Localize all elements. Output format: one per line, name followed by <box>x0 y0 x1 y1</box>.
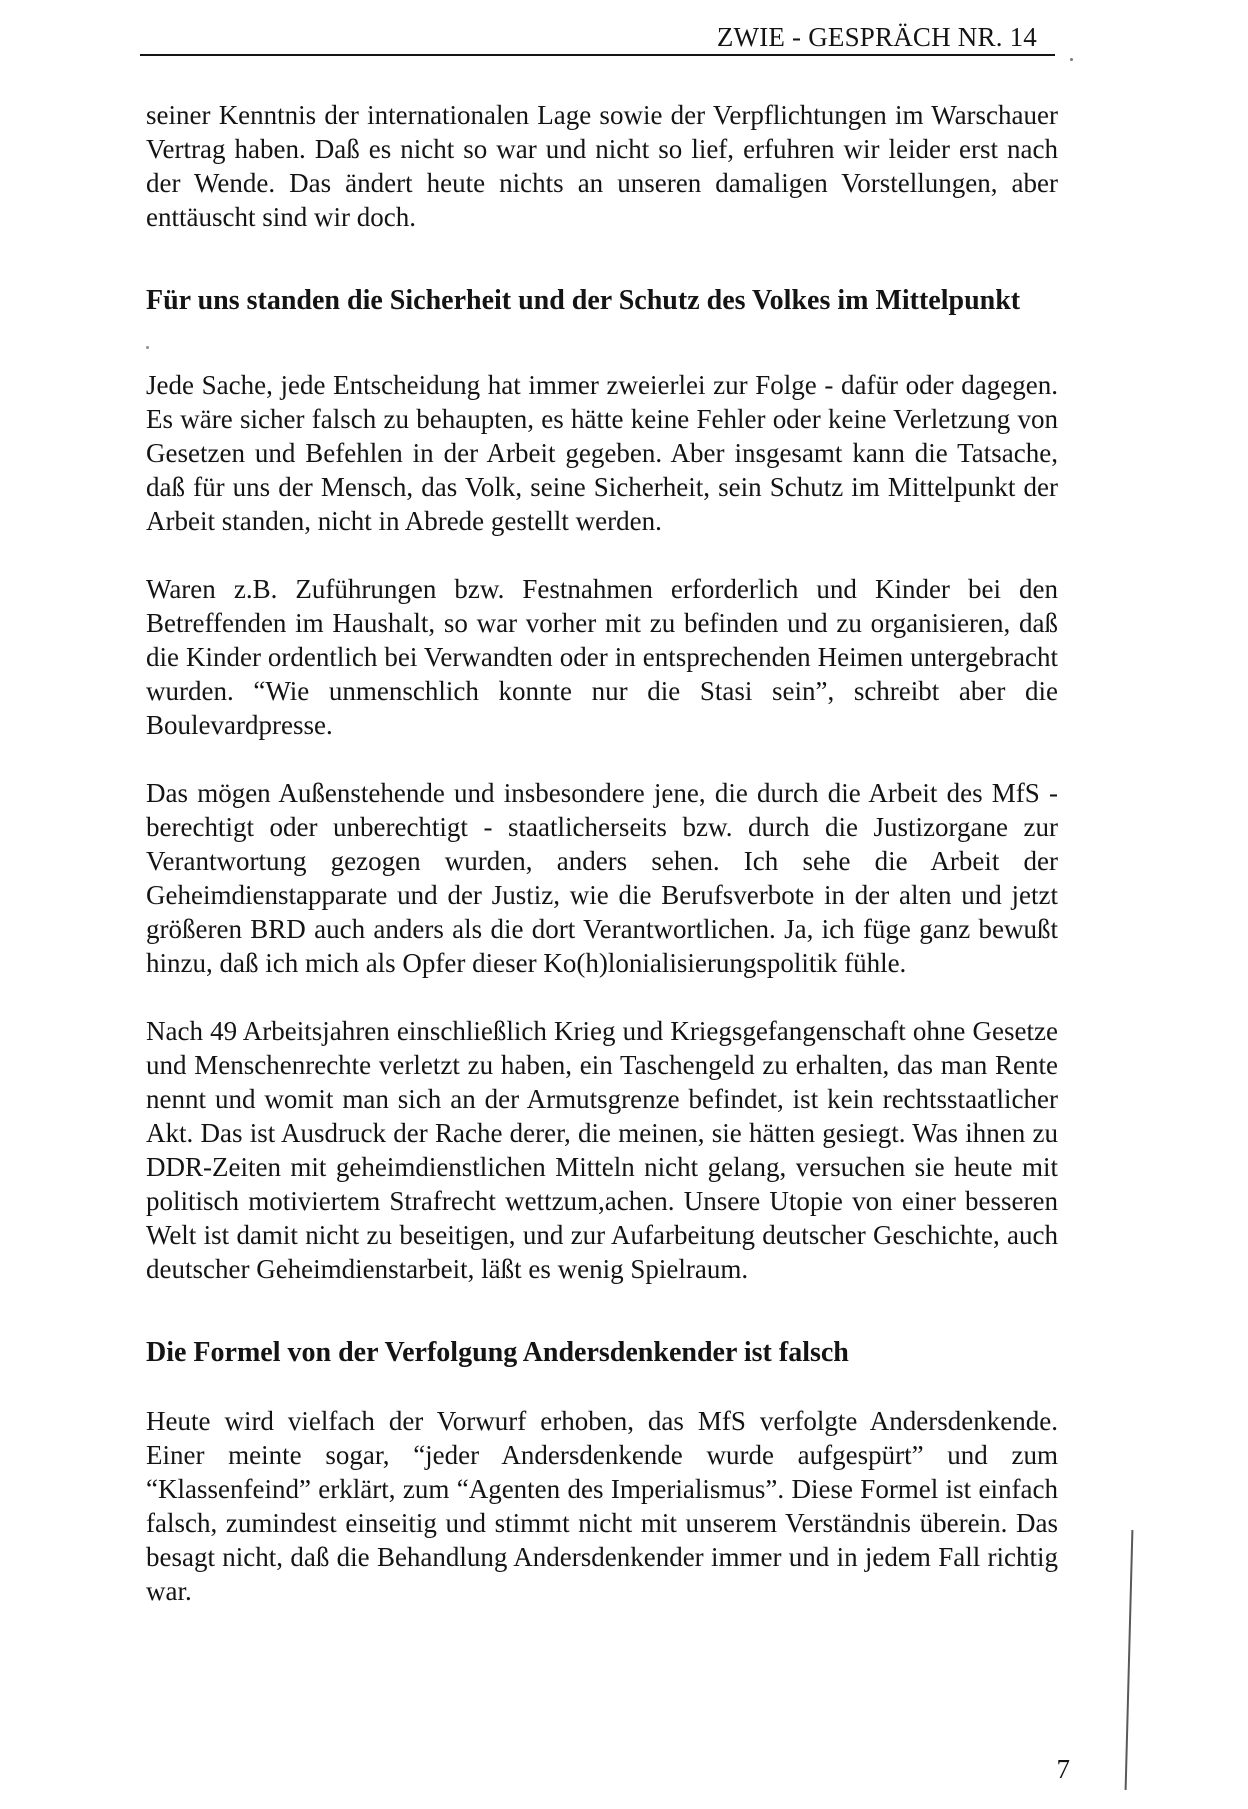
paragraph-5: Nach 49 Arbeitsjahren einschließlich Krieg und Kriegsgefangenschaft ohne Gesetze und Menschenrechte verletzt zu haben, ein Taschengeld zu erhalten, das man Rente nennt und womit man sich an der Armutsgrenze befindet, ist kein rechtsstaatlicher Akt. Das ist Ausdruck der Rache derer, die meinen, sie hätten gesiegt. Was ihnen zu DDR-Zeiten mit geheimdienstlichen Mitteln nicht gelang, versuchen sie heute mit politisch motiviertem Strafrecht wettzum,achen. Unsere Utopie von einer besseren Welt ist damit nicht zu beseitigen, und zur Aufarbeitung deutscher Geschichte, auch deutscher Geheimdienstarbeit, läßt es wenig Spielraum. <box>146 1016 1058 1284</box>
page-number: 7 <box>1056 1754 1070 1784</box>
header-rule <box>140 54 1055 56</box>
paragraph-3: Waren z.B. Zuführungen bzw. Festnahmen erforderlich und Kinder bei den Betreffenden im Haushalt, so war vorher mit zu befinden und zu organisieren, daß die Kinder ordentlich bei Verwandten oder in entsprechenden Heimen untergebracht wurden. “Wie unmenschlich konnte nur die Stasi sein”, schreibt aber die Boulevardpresse. <box>146 574 1058 740</box>
page-body <box>146 98 1058 1608</box>
running-header <box>140 18 1055 56</box>
margin-scan-mark <box>1125 1530 1134 1790</box>
section-heading-1: Für uns standen die Sicherheit und der Schutz des Volkes im Mittelpunkt <box>146 285 1021 316</box>
header-scan-dot <box>1070 58 1073 61</box>
paragraph-4: Das mögen Außenstehende und insbesondere jene, die durch die Arbeit des MfS - berechtigt oder unberechtigt - staatlicherseits bzw. durch die Justizorgane zur Verantwortung gezogen wurden, anders sehen. Ich sehe die Arbeit der Geheimdienstapparate und der Justiz, wie die Berufsverbote in der alten und jetzt größeren BRD auch anders als die dort Verantwortlichen. Ja, ich füge ganz bewußt hinzu, daß ich mich als Opfer dieser Ko(h)lonialisierungspolitik fühle. <box>146 778 1058 978</box>
paragraph-2: Jede Sache, jede Entscheidung hat immer zweierlei zur Folge - dafür oder dagegen. Es wäre sicher falsch zu behaupten, es hätte keine Fehler oder keine Verletzung von Gesetzen und Befehlen in der Arbeit gegeben. Aber insgesamt kann die Tatsache, daß für uns der Mensch, das Volk, seine Sicherheit, sein Schutz im Mittelpunkt der Arbeit standen, nicht in Abrede gestellt werden. <box>146 370 1058 536</box>
section-heading-2: Die Formel von der Verfolgung Andersdenkender ist falsch <box>146 1337 849 1368</box>
paragraph-6: Heute wird vielfach der Vorwurf erhoben, das MfS verfolgte Andersdenkende. Einer meinte sogar, “jeder Andersdenkende wurde aufgespürt” und zum “Klassenfeind” erklärt, zum “Agenten des Imperialismus”. Diese Formel ist einfach falsch, zumindest einseitig und stimmt nicht mit unserem Verständnis überein. Das besagt nicht, daß die Behandlung Andersdenkender immer und in jedem Fall richtig war. <box>146 1406 1058 1606</box>
header-title: ZWIE - GESPRÄCH NR. 14 <box>716 22 1037 52</box>
margin-scan-dot <box>146 346 149 349</box>
paragraph-1: seiner Kenntnis der internationalen Lage sowie der Verpflichtungen im Warschauer Vertrag haben. Daß es nicht so war und nicht so lief, erfuhren wir leider erst nach der Wende. Das ändert heute nichts an unseren damaligen Vorstellungen, aber enttäuscht sind wir doch. <box>146 100 1058 232</box>
